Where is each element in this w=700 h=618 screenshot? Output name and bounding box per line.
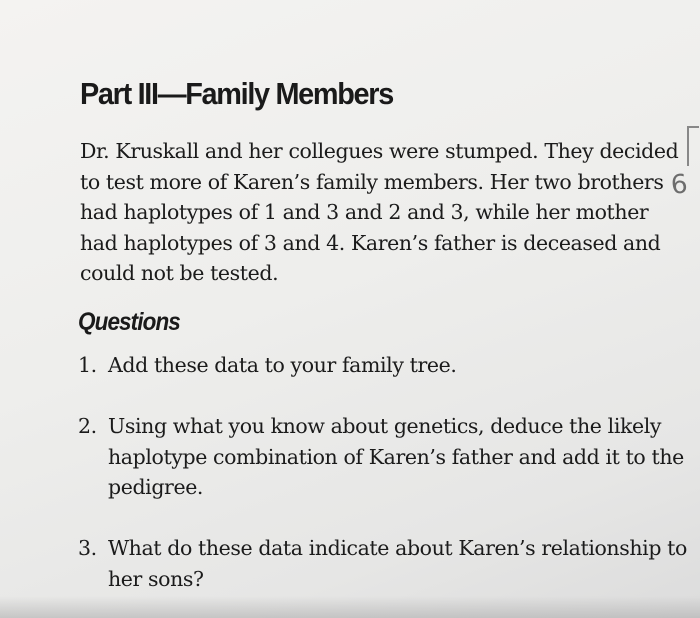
handwritten-number-mark: 6	[669, 169, 690, 201]
pen-bracket-mark	[687, 126, 699, 166]
section-heading: Part III—Family Members	[80, 76, 393, 111]
intro-line: to test more of Karen’s family members. Her two brothers	[80, 169, 664, 194]
intro-line: had haplotypes of 1 and 3 and 2 and 3, while her mother	[80, 200, 649, 224]
question-number: 1.	[78, 353, 97, 377]
question-text	[108, 350, 456, 381]
intro-line: had haplotypes of 3 and 4. Karen’s father is deceased and	[80, 230, 661, 255]
question-number: 3.	[78, 536, 97, 560]
intro-paragraph	[80, 136, 680, 289]
question-text	[108, 533, 687, 594]
question-text	[108, 411, 684, 503]
intro-line: could not be tested.	[80, 261, 279, 285]
question-line: Using what you know about genetics, deduce the likely	[108, 414, 662, 438]
intro-line: Dr. Kruskall and her collegues were stumped. They decided	[80, 139, 679, 163]
questions-heading: Questions	[78, 308, 180, 336]
question-line: pedigree.	[108, 475, 204, 499]
question-line: haplotype combination of Karen’s father and add it to the	[108, 444, 684, 469]
question-line: her sons?	[108, 566, 204, 591]
question-line: What do these data indicate about Karen’s relationship to	[108, 536, 687, 560]
page-edge-shadow	[0, 596, 700, 618]
question-line: Add these data to your family tree.	[108, 353, 457, 377]
question-number: 2.	[78, 414, 97, 438]
